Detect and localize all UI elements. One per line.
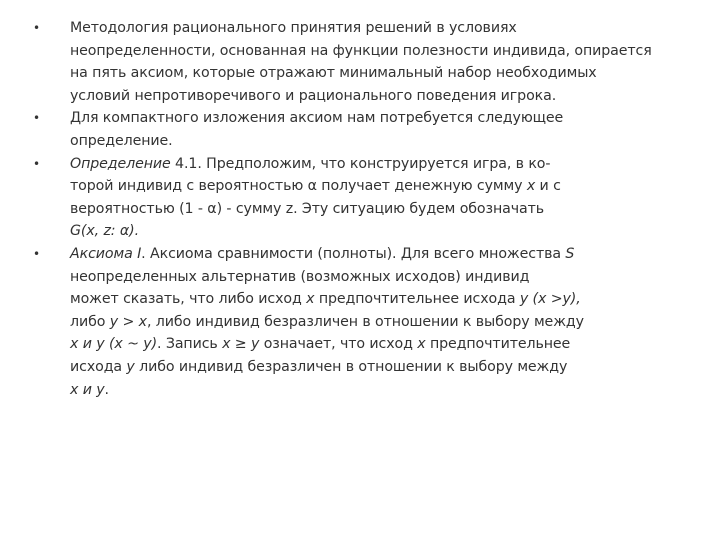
text-segment: вероятностью (1 - α) - сумму z. Эту ситуацию будем обозначать xyxy=(70,200,545,217)
text-segment: Методология рационального принятия решений в условиях xyxy=(70,20,517,36)
text-line xyxy=(70,153,680,176)
text-line xyxy=(70,85,680,108)
italic-text: х ≥ у xyxy=(222,336,260,353)
text-segment: торой индивид с вероятностью α получает денежную сумму xyxy=(70,178,527,195)
bullet-item xyxy=(0,153,720,243)
text-line xyxy=(70,175,680,198)
italic-text: G(x, z: α). xyxy=(70,223,139,240)
bullet-dot-icon: • xyxy=(33,111,40,126)
text-segment: означает, что исход xyxy=(259,336,418,353)
italic-text: Аксиома I xyxy=(70,245,142,262)
italic-text: Определение xyxy=(70,155,171,172)
text-line xyxy=(70,62,680,85)
text-segment: . Аксиома сравнимости (полноты). Для всего множества xyxy=(141,245,566,262)
text-line xyxy=(70,288,680,311)
text-segment: и с xyxy=(535,178,561,195)
text-segment: неопределенности, основанная на функции полезности индивида, опирается xyxy=(70,42,652,59)
text-line xyxy=(70,266,680,289)
italic-text: х xyxy=(526,178,536,195)
text-segment: либо xyxy=(70,313,110,330)
text-segment: предпочтительнее xyxy=(425,336,571,353)
text-segment: либо индивид безразличен в отношении к выбору между xyxy=(134,358,568,375)
bullet-dot-icon: • xyxy=(33,246,40,261)
text-line xyxy=(70,198,680,221)
bullet-item xyxy=(0,107,720,152)
text-segment: на пять аксиом, которые отражают минимальный набор необходимых xyxy=(70,65,597,82)
text-segment: , либо индивид безразличен в отношении к выбору между xyxy=(146,313,584,330)
text-segment: условий непротиворечивого и рационального поведения игрока. xyxy=(70,87,557,104)
text-line xyxy=(70,333,680,356)
text-segment: может сказать, что либо исход xyxy=(70,291,307,308)
italic-text: х xyxy=(306,291,315,308)
bullet-dot-icon: • xyxy=(33,21,40,35)
text-line xyxy=(70,220,680,243)
text-line xyxy=(70,107,680,130)
bullet-list xyxy=(0,17,720,401)
text-segment: . xyxy=(104,381,109,398)
italic-text: х и у xyxy=(70,381,105,398)
text-line xyxy=(70,311,680,334)
text-segment: определение. xyxy=(70,132,173,149)
bullet-item xyxy=(0,243,720,401)
text-line xyxy=(70,17,680,40)
bullet-item xyxy=(0,17,720,107)
text-segment: неопределенных альтернатив (возможных исходов) индивид xyxy=(70,268,530,285)
text-segment: . Запись xyxy=(157,336,223,353)
italic-text: S xyxy=(565,245,575,262)
text-line xyxy=(70,356,680,379)
text-segment: Для компактного изложения аксиом нам потребуется следующее xyxy=(70,110,564,127)
italic-text: у > х xyxy=(109,313,147,330)
text-segment: исхода xyxy=(70,358,127,375)
italic-text: у xyxy=(126,358,135,375)
text-segment: предпочтительнее исхода xyxy=(314,291,520,308)
italic-text: у (х >у), xyxy=(519,291,581,308)
text-line xyxy=(70,379,680,402)
italic-text: х xyxy=(417,336,426,353)
text-line xyxy=(70,243,680,266)
bullet-dot-icon: • xyxy=(33,156,40,171)
text-line xyxy=(70,130,680,153)
italic-text: х и у (х ~ у) xyxy=(70,336,158,353)
text-segment: 4.1. Предположим, что конструируется игра, в ко- xyxy=(170,155,551,172)
text-line xyxy=(70,40,680,63)
